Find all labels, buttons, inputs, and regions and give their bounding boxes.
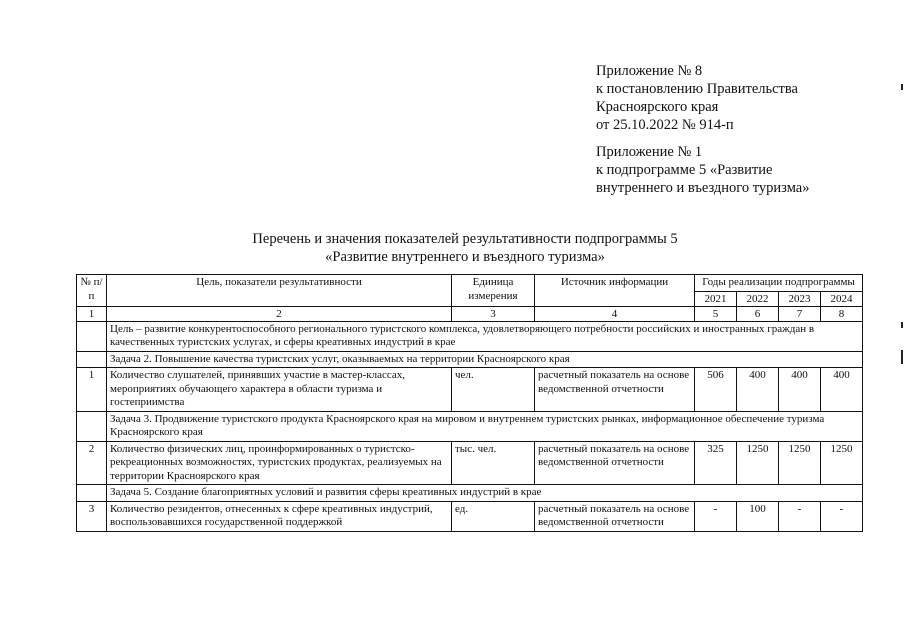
column-numbers-row bbox=[77, 306, 863, 321]
value-2023: 1250 bbox=[779, 441, 821, 485]
appendix-line: Приложение № 8 bbox=[596, 63, 703, 79]
appendix-line: Красноярского края bbox=[596, 99, 719, 115]
appendix-line: внутреннего и въездного туризма» bbox=[596, 180, 810, 196]
indicators-table bbox=[76, 274, 863, 532]
title-line-1: Перечень и значения показателей результативности подпрограммы 5 bbox=[252, 231, 678, 247]
indicator-num: 1 bbox=[77, 368, 107, 412]
empty-cell bbox=[77, 321, 107, 351]
indicator-row bbox=[77, 368, 863, 412]
value-2024: 1250 bbox=[821, 441, 863, 485]
year-cell: 2024 bbox=[821, 291, 863, 306]
empty-cell bbox=[77, 485, 107, 502]
col-number: 2 bbox=[107, 306, 452, 321]
col-number: 3 bbox=[452, 306, 535, 321]
indicator-num: 2 bbox=[77, 441, 107, 485]
value-2024: 400 bbox=[821, 368, 863, 412]
scan-mark bbox=[901, 350, 903, 364]
appendix-8-stamp bbox=[596, 62, 798, 134]
value-2021: 325 bbox=[695, 441, 737, 485]
col-number: 5 bbox=[695, 306, 737, 321]
appendix-line: к подпрограмме 5 «Развитие bbox=[596, 162, 773, 178]
value-2021: 506 bbox=[695, 368, 737, 412]
task-title: Задача 3. Продвижение туристского продукта Красноярского края на мировом и внутреннем туристских рынках, информационное обеспечение туризма Красноярского края bbox=[107, 411, 863, 441]
appendix-line: Приложение № 1 bbox=[596, 144, 703, 160]
scan-mark bbox=[901, 84, 903, 90]
goal-row bbox=[77, 321, 863, 351]
indicator-row bbox=[77, 501, 863, 531]
indicator-unit: тыс. чел. bbox=[452, 441, 535, 485]
indicator-name: Количество слушателей, принявших участие в мастер-классах, мероприятиях обучающего характера в области туризма и гостеприимства bbox=[107, 368, 452, 412]
header-unit: Единица измерения bbox=[452, 275, 535, 307]
header-years: Годы реализации подпрограммы bbox=[695, 275, 863, 292]
task-title: Задача 2. Повышение качества туристских услуг, оказываемых на территории Красноярского края bbox=[107, 351, 863, 368]
col-number: 1 bbox=[77, 306, 107, 321]
task-row bbox=[77, 485, 863, 502]
empty-cell bbox=[77, 411, 107, 441]
value-2023: 400 bbox=[779, 368, 821, 412]
indicator-unit: ед. bbox=[452, 501, 535, 531]
header-source: Источник информации bbox=[535, 275, 695, 307]
col-number: 6 bbox=[737, 306, 779, 321]
value-2022: 100 bbox=[737, 501, 779, 531]
value-2022: 400 bbox=[737, 368, 779, 412]
empty-cell bbox=[77, 351, 107, 368]
task-row bbox=[77, 411, 863, 441]
indicator-source: расчетный показатель на основе ведомственной отчетности bbox=[535, 501, 695, 531]
scan-mark bbox=[901, 322, 903, 328]
indicator-name: Количество резидентов, отнесенных к сфере креативных индустрий, воспользовавшихся государственной поддержкой bbox=[107, 501, 452, 531]
col-number: 7 bbox=[779, 306, 821, 321]
appendix-line: к постановлению Правительства bbox=[596, 81, 798, 97]
year-cell: 2022 bbox=[737, 291, 779, 306]
header-goal: Цель, показатели результативности bbox=[107, 275, 452, 307]
year-cell: 2023 bbox=[779, 291, 821, 306]
value-2024: - bbox=[821, 501, 863, 531]
indicator-source: расчетный показатель на основе ведомственной отчетности bbox=[535, 368, 695, 412]
indicator-source: расчетный показатель на основе ведомственной отчетности bbox=[535, 441, 695, 485]
indicator-name: Количество физических лиц, проинформированных о туристско-рекреационных возможностях, туристских продуктах, реализуемых на территории Красноярского края bbox=[107, 441, 452, 485]
indicator-num: 3 bbox=[77, 501, 107, 531]
year-cell: 2021 bbox=[695, 291, 737, 306]
col-number: 4 bbox=[535, 306, 695, 321]
title-line-2: «Развитие внутреннего и въездного туризма» bbox=[325, 249, 605, 265]
header-num: № п/п bbox=[77, 275, 107, 307]
indicator-unit: чел. bbox=[452, 368, 535, 412]
appendix-line: от 25.10.2022 № 914-п bbox=[596, 117, 734, 133]
value-2021: - bbox=[695, 501, 737, 531]
task-title: Задача 5. Создание благоприятных условий и развития сферы креативных индустрий в крае bbox=[107, 485, 863, 502]
value-2022: 1250 bbox=[737, 441, 779, 485]
col-number: 8 bbox=[821, 306, 863, 321]
appendix-1-stamp bbox=[596, 143, 809, 197]
value-2023: - bbox=[779, 501, 821, 531]
document-title bbox=[180, 230, 750, 266]
task-row bbox=[77, 351, 863, 368]
header-row bbox=[77, 275, 863, 292]
goal-text: Цель – развитие конкурентоспособного регионального туристского комплекса, удовлетворяющего потребности российских и иностранных граждан в качественных туристских услугах, и сферы креативных индустрий в крае bbox=[107, 321, 863, 351]
indicator-row bbox=[77, 441, 863, 485]
